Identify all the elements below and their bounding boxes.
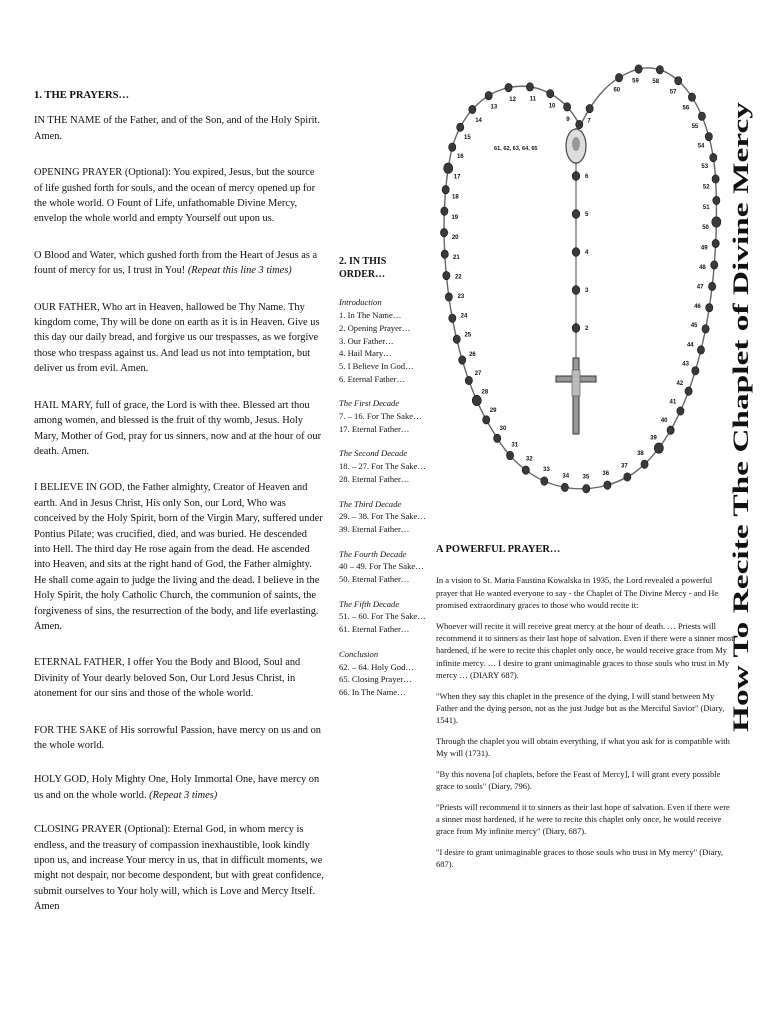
powerful-paragraph: "By this novena [of chaplets, before the Feast of Mercy], I will grant every possible grace to souls" (Diary, 796). [436,768,721,792]
center-bead-label: 61, 62, 63, 64, 65 [494,146,538,152]
order-item: 51. – 60. For The Sake… [339,611,426,622]
bead-number: 5 [585,212,589,218]
order-group [339,598,434,636]
rosary-bead [505,83,512,91]
bead-number: 4 [585,250,589,256]
bead-number: 16 [456,154,464,161]
order-group [339,296,434,385]
prayer-text: , the Father almighty, Creator of Heaven and earth. And in Jesus Christ, His only Son, our Lord, Who was conceived by the Holy Spirit, born of the Virgin Mary, suffered under Pontius Pilate; was crucified, died, and was buried. He descended into Hell. The third day He rose again from the dead. He ascended into Heaven, and sits at the right hand of God, the Father almighty. He shall come again to judge the living and the dead. I believe in the Holy Spirit, the holy Catholic Church, the communion of saints, the forgiveness of sins, the resurrection of the body, and life everlasting. Amen. [34,482,323,632]
rosary-bead [441,207,448,215]
rosary-bead [713,196,720,204]
bead-number: 55 [691,124,699,131]
rosary-bead [635,65,642,73]
prayer-lead: I BELIEVE IN GOD [34,482,123,494]
powerful-paragraph: Through the chaplet you will obtain everything, if what you ask for is compatible with My will (1731). [436,735,730,759]
prayer-lead: HOLY GOD [34,774,87,786]
bead-number: 58 [652,79,660,86]
prayer-text: (Optional): You expired, Jesus, but the source of life gushed forth for souls, and the ocean of mercy opened up for the whole world. O Fount of Life, unfathomable Divine Mercy, envelop the whole world and empty Yourself out upon us. [34,167,316,225]
rosary-bead [688,93,695,101]
repeat-note: (Repeat this line 3 times) [187,265,292,277]
bead-number: 53 [701,164,709,171]
order-item: 4. Hail Mary… [339,348,392,359]
rosary-bead [526,83,533,91]
medal-image-icon [572,137,580,151]
rosary-bead [712,239,719,247]
prayer-lead: FOR THE SAKE [34,724,107,736]
bead-number: 45 [690,323,698,330]
rosary-bead [547,90,554,98]
powerful-paragraphs [436,574,734,870]
order-group-title: The Fifth Decade [339,598,400,609]
rosary-bead [710,153,717,161]
bead-number: 21 [453,255,460,262]
rosary-bead [440,228,447,236]
rosary-bead [712,217,721,227]
prayer-text: , Who art in Heaven, hallowed be Thy Name. Thy kingdom come, Thy will be done on earth as it is in Heaven. Give us this day our daily bread, and forgive us our trespasses, as we forgive those who trespass against us. And lead us not into temptation, but deliver us from evil. Amen. [34,301,320,375]
bead-number: 49 [700,245,708,252]
hail-mary-prayer [34,398,324,460]
rosary-bead [465,376,472,384]
bead-number: 24 [460,313,468,320]
rosary-bead [572,172,580,181]
order-item: 65. Closing Prayer… [339,674,412,685]
vertical-title-svg [722,98,756,738]
prayer-text: of the Father, and of the Son, and of the Holy Spirit. Amen. [34,115,320,142]
bead-number: 29 [489,408,497,415]
bead-number: 18 [452,194,459,201]
sign-of-cross-prayer [34,113,324,144]
bead-number: 12 [509,96,516,103]
order-item: 40 – 49. For The Sake… [339,561,424,572]
powerful-paragraph: "Priests will recommend it to sinners as their last hope of salvation. Even if there were a sinner most hardened, if he were to recite this chaplet only once, he would receive grace from My infinite mercy" (Diary, 687). [436,801,730,837]
bead-number: 39 [650,435,657,442]
powerful-paragraph: In a vision to St. Maria Faustina Kowalska in 1935, the Lord revealed a powerful prayer that He wanted everyone to say - the Chaplet of The Divine Mercy - and He promised extraordinary graces to those who would recite it: [436,575,719,611]
bead-number: 23 [457,294,465,301]
rosary-bead [615,73,622,81]
prayer-lead: OPENING PRAYER [34,167,123,179]
rosary-bead [445,293,452,301]
bead-number: 37 [621,463,628,470]
rosary-bead [654,443,663,453]
prayer-lead: CLOSING PRAYER [34,824,122,836]
rosary-bead [576,120,583,128]
rosary-bead [698,112,705,120]
bead-number: 40 [660,418,668,425]
bead-number: 10 [548,103,556,110]
order-group-title: The Second Decade [339,448,408,459]
rosary-bead [494,434,501,442]
rosary-bead [709,282,716,290]
order-group [339,447,434,485]
prayer-lead: ETERNAL FATHER [34,657,123,669]
rosary-bead [706,304,713,312]
rosary-bead [457,123,464,131]
order-group-title: The Fourth Decade [339,548,407,559]
opening-prayer [34,165,324,227]
bead-number: 22 [454,274,462,281]
bead-number: 13 [490,104,498,111]
our-father-prayer [34,300,324,377]
rosary-bead [572,286,580,295]
order-column [339,256,434,711]
rosary-bead [685,387,692,395]
order-item: 39. Eternal Father… [339,523,410,534]
bead-number: 33 [543,467,550,474]
prayer-lead: IN THE NAME [34,115,101,127]
rosary-bead [443,271,450,279]
bead-number: 36 [602,471,610,478]
order-heading: 2. IN THIS ORDER… [339,256,387,280]
order-item: 28. Eternal Father… [339,473,410,484]
powerful-paragraph: Whoever will recite it will receive great mercy at the hour of death. … Priests will recommend it to sinners as their last hope of salvation. Even if there were a sinner most hardened, if he were to recite this chaplet only once, he would receive grace from My infinite mercy. … I desire to grant unimaginable graces to those souls who trust in My mercy … (DIARY 687). [436,620,734,681]
rosary-bead [705,132,712,140]
rosary-bead [583,484,590,492]
bead-number: 44 [686,342,694,349]
rosary-bead [697,346,704,354]
rosary-bead [564,103,571,111]
bead-number: 59 [632,78,639,85]
order-item: 2. Opening Prayer… [339,322,411,333]
bead-number: 54 [697,143,705,150]
bead-number: 9 [566,116,570,123]
order-group-title: Introduction [339,297,382,308]
rosary-bead [441,250,448,258]
rosary-bead [483,416,490,424]
bead-number: 60 [613,87,621,94]
rosary-bead [667,426,674,434]
rosary-bead [572,210,580,219]
bead-number: 31 [511,442,519,449]
bead-number: 14 [475,117,482,124]
prayer-text: , Holy Mighty One, Holy Immortal One, have mercy on us and on the whole world. [34,774,320,801]
order-item: 17. Eternal Father… [339,423,410,434]
crucifix-icon [556,358,596,434]
order-item: 6. Eternal Father… [339,373,406,384]
rosary-bead [442,185,449,193]
for-the-sake-prayer [34,723,324,754]
bead-number: 17 [453,174,461,181]
powerful-heading: A POWERFUL PRAYER… [436,544,561,555]
stem-beads [572,172,589,333]
prayer-text: O Blood and Water, which gushed forth from the Heart of Jesus as a fount of mercy for us, I trust in You! [34,249,318,277]
bead-number: 26 [469,351,476,358]
powerful-paragraph: "When they say this chaplet in the presence of the dying, I will stand between My Father and the dying person, not as the just Judge but as the Merciful Savior" (Diary, 1541). [436,690,725,726]
bead-number: 35 [582,474,590,481]
bead-number: 42 [676,380,684,387]
order-item: 3. Our Father… [339,335,394,346]
bead-number: 25 [464,332,472,339]
rosary-drawing [434,58,726,518]
rosary-bead [711,261,718,269]
prayer-lead: OUR FATHER [34,301,98,313]
bead-number: 34 [562,473,570,480]
rosary-bead [459,356,466,364]
order-item: 29. – 38. For The Sake… [339,511,426,522]
order-group [339,498,434,536]
eternal-father-prayer [34,655,324,701]
bead-number: 15 [464,134,471,141]
rosary-bead [472,395,481,405]
rosary-bead [444,163,453,173]
bead-number: 11 [529,96,537,103]
rosary-bead [641,460,648,468]
bead-number: 41 [669,399,677,406]
repeat-note: (Repeat 3 times) [149,789,218,801]
rosary-bead [656,66,663,74]
rosary-bead [453,335,460,343]
rosary-bead [469,105,476,113]
order-item: 5. I Believe In God… [339,360,414,371]
vertical-title [722,98,756,738]
page-title: How To Recite The Chaplet of Divine Mercy [728,316,753,732]
bead-number: 47 [696,284,704,291]
prayer-text: (Optional): Eternal God, in whom mercy is endless, and the treasury of compassion inexhaustible, look kindly upon us, and increase Your mercy in us, that in difficult moments, we might not despair, nor become despondent, but with great confidence, submit ourselves to Your holy will, which is Love and Mercy Itself. Amen [34,824,324,913]
order-item: 18. – 27. For The Sake… [339,461,426,472]
bead-number: 30 [499,425,507,432]
bead-number: 43 [682,361,689,368]
bead-number: 7 [587,118,591,125]
prayer-lead: HAIL MARY [34,399,91,411]
creed-prayer [34,480,324,634]
order-item: 50. Eternal Father… [339,574,410,585]
order-groups [339,296,434,698]
bead-number: 46 [694,303,701,310]
bead-number: 38 [637,450,644,457]
rosary-bead [675,77,682,85]
bead-number: 27 [474,370,482,377]
bead-number: 20 [451,235,459,242]
rosary-bead [604,481,611,489]
blood-water-prayer [34,248,324,279]
bead-number: 28 [481,389,489,396]
rosary-bead [712,175,719,183]
closing-prayer [34,822,324,914]
bead-number: 3 [585,288,589,294]
order-group-title: The Third Decade [339,498,402,509]
order-item: 62. – 64. Holy God… [339,661,414,672]
holy-god-prayer [34,772,324,803]
rosary-bead [624,473,631,481]
rosary-bead [522,466,529,474]
order-group-title: The First Decade [339,398,400,409]
rosary-bead [449,314,456,322]
rosary-bead [572,324,580,333]
rosary-bead [692,367,699,375]
bead-number: 51 [702,204,710,211]
rosary-bead [561,483,568,491]
order-item: 66. In The Name… [339,686,406,697]
rosary-bead [702,325,709,333]
bead-number: 32 [525,456,533,463]
bead-number: 6 [585,174,589,180]
bead-number: 57 [669,89,677,96]
loop-beads [440,65,720,493]
rosary-bead [506,451,513,459]
prayer-text: of His sorrowful Passion, have mercy on us and on the whole world. [34,724,321,751]
rosary-illustration [434,58,726,518]
order-item: 61. Eternal Father… [339,624,410,635]
powerful-prayer-column [436,544,734,879]
bead-number: 56 [682,105,690,112]
order-group [339,397,434,435]
order-group-title: Conclusion [339,648,379,659]
rosary-bead [586,104,593,112]
bead-number: 48 [699,265,706,272]
order-group [339,648,434,699]
order-group [339,548,434,586]
order-item: 1. In The Name… [339,310,402,321]
rosary-bead [541,477,548,485]
bead-number: 50 [702,225,709,232]
prayer-text: , I offer You the Body and Blood, Soul and Divinity of Your dearly beloved Son, Our Lord Jesus Christ, in atonement for our sins and those of the whole world. [34,657,301,700]
rosary-bead [449,143,456,151]
bead-number: 52 [702,184,710,191]
bead-number: 19 [451,215,459,222]
bead-number: 2 [585,326,589,332]
prayer-text: , full of grace, the Lord is with thee. Blessed art thou among women, and blessed is the fruit of thy womb, Jesus. Holy Mary, Mother of God, pray for us sinners, now and at the hour of our death. Amen. [34,399,322,457]
order-item: 7. – 16. For The Sake… [339,411,422,422]
rosary-bead [485,91,492,99]
rosary-bead [572,248,580,257]
prayers-column [34,88,324,936]
powerful-paragraph: "I desire to grant unimaginable graces to those souls who trust in My mercy" (Diary, 687). [436,846,724,870]
prayers-heading: 1. THE PRAYERS… [34,90,130,101]
rosary-bead [677,407,684,415]
